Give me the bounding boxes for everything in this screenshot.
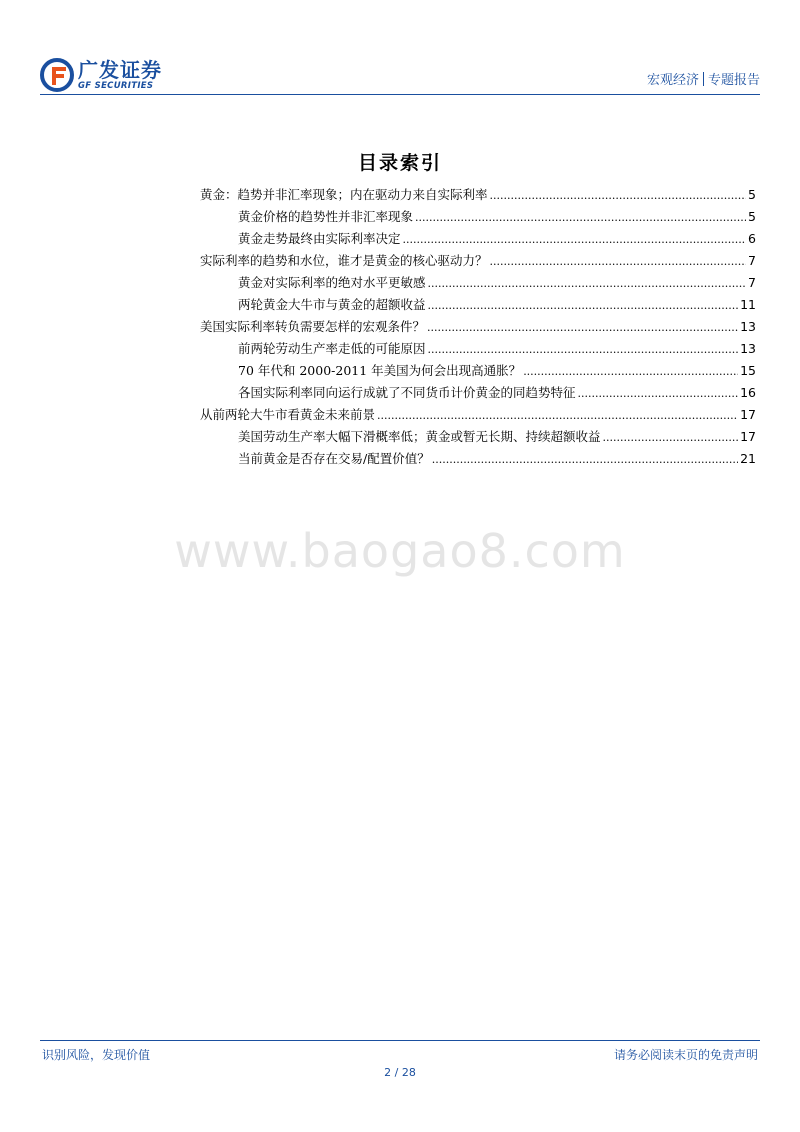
toc-entry-title: 美国劳动生产率大幅下滑概率低；黄金或暂无长期、持续超额收益 — [238, 429, 601, 444]
logo-english-name: GF SECURITIES — [78, 81, 154, 91]
footer-divider — [40, 1040, 760, 1041]
toc-entry-title: 黄金：趋势并非汇率现象；内在驱动力来自实际利率 — [200, 187, 488, 202]
watermark: www.baogao8.com — [174, 524, 626, 578]
toc-title: 目录索引 — [357, 152, 442, 174]
toc-leader-dots — [428, 299, 739, 313]
toc-entry[interactable] — [200, 423, 756, 445]
header-separator — [703, 72, 704, 86]
toc-entry-title: 美国实际利率转负需要怎样的宏观条件？ — [200, 319, 426, 334]
toc-entry[interactable] — [200, 247, 756, 269]
logo-chinese-name: 广发证券 — [78, 58, 162, 82]
toc-entry-title: 当前黄金是否存在交易/配置价值？ — [238, 451, 430, 466]
toc-entry-title: 从前两轮大牛市看黄金未来前景 — [200, 407, 376, 422]
toc-entry-title: 黄金对实际利率的绝对水平更敏感 — [238, 275, 426, 290]
toc-entry-page: 6 — [748, 231, 756, 246]
toc-entry-page: 16 — [740, 385, 756, 400]
toc-entry-page: 21 — [740, 451, 756, 466]
toc-leader-dots — [403, 233, 747, 247]
toc-entry[interactable] — [200, 181, 756, 203]
toc-entry-page: 11 — [740, 297, 756, 312]
toc-leader-dots — [523, 365, 738, 379]
toc-entry-page: 5 — [748, 209, 756, 224]
toc-entry-title: 前两轮劳动生产率走低的可能原因 — [238, 341, 426, 356]
toc-entry-title: 70 年代和 2000-2011 年美国为何会出现高通胀？ — [238, 363, 522, 378]
page-number: 2 / 28 — [384, 1066, 416, 1079]
toc-leader-dots — [415, 211, 746, 225]
toc-entry-page: 7 — [748, 253, 756, 268]
toc-entry[interactable] — [200, 269, 756, 291]
toc-leader-dots — [490, 189, 747, 203]
toc-entry-page: 13 — [740, 319, 756, 334]
footer-disclaimer-note: 请务必阅读末页的免责声明 — [613, 1048, 758, 1062]
page-header — [40, 52, 760, 96]
toc-entry-page: 7 — [748, 275, 756, 290]
toc-entry-page: 15 — [740, 363, 756, 378]
toc-entry[interactable] — [200, 401, 756, 423]
toc-leader-dots — [603, 431, 739, 445]
toc-entry[interactable] — [200, 225, 756, 247]
toc-entry-page: 17 — [740, 429, 756, 444]
toc-leader-dots — [428, 277, 747, 291]
toc-entry[interactable] — [200, 203, 756, 225]
toc-entry-title: 两轮黄金大牛市与黄金的超额收益 — [238, 297, 426, 312]
toc-entry[interactable] — [200, 357, 756, 379]
toc-leader-dots — [490, 255, 747, 269]
toc-entry-title: 各国实际利率同向运行成就了不同货币计价黄金的同趋势特征 — [238, 385, 576, 400]
toc-entry-title: 黄金价格的趋势性并非汇率现象 — [238, 209, 414, 224]
gf-securities-logo — [40, 56, 162, 94]
table-of-contents — [200, 181, 756, 467]
toc-entry-title: 实际利率的趋势和水位，谁才是黄金的核心驱动力？ — [200, 253, 488, 268]
toc-leader-dots — [578, 387, 739, 401]
toc-entry-page: 5 — [748, 187, 756, 202]
toc-leader-dots — [377, 409, 738, 423]
report-type-label: 专题报告 — [707, 73, 760, 88]
category-label: 宏观经济 — [646, 73, 699, 88]
toc-entry-title: 黄金走势最终由实际利率决定 — [238, 231, 401, 246]
toc-entry[interactable] — [200, 379, 756, 401]
toc-entry[interactable] — [200, 291, 756, 313]
toc-entry-page: 13 — [740, 341, 756, 356]
toc-entry[interactable] — [200, 445, 756, 467]
report-category — [647, 69, 760, 88]
toc-entry-page: 17 — [740, 407, 756, 422]
header-divider — [40, 94, 760, 95]
gf-logo-icon — [40, 58, 74, 92]
toc-entry[interactable] — [200, 335, 756, 357]
toc-entry[interactable] — [200, 313, 756, 335]
toc-leader-dots — [428, 343, 739, 357]
toc-leader-dots — [432, 453, 738, 467]
toc-leader-dots — [427, 321, 738, 335]
footer-slogan: 识别风险，发现价值 — [42, 1048, 151, 1062]
